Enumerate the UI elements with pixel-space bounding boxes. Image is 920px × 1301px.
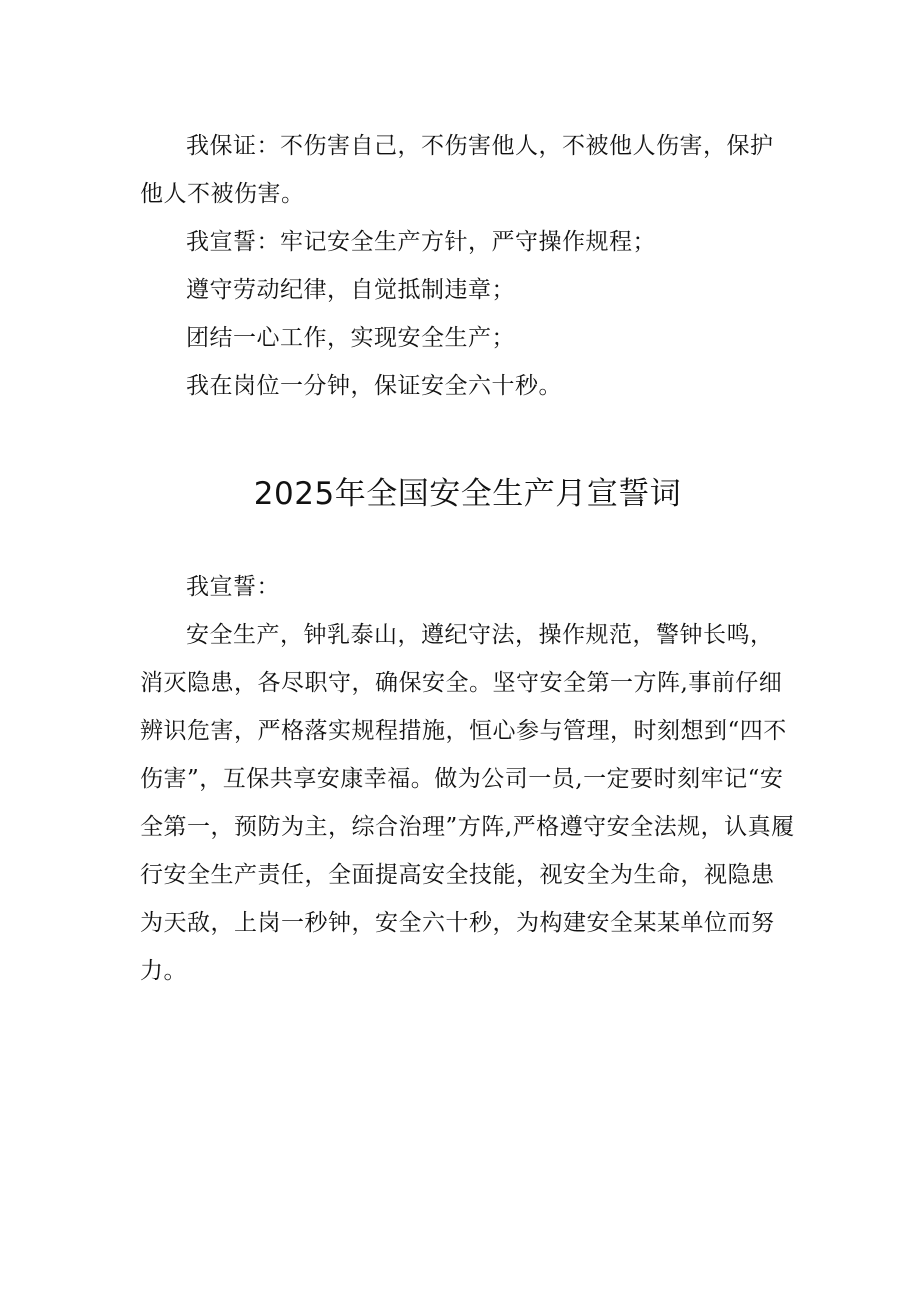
oath-line: 我宣誓：牢记安全生产方针，严守操作规程； (186, 229, 656, 255)
oath-line: 遵守劳动纪律，自觉抵制违章； (186, 277, 515, 303)
oath-line: 团结一心工作，实现安全生产； (186, 325, 515, 351)
pledge-paragraph: 我保证：不伤害自己，不伤害他人，不被他人伤害，保护他人不被伤害。 (140, 133, 774, 207)
oath-line: 我在岗位一分钟，保证安全六十秒。 (186, 373, 562, 399)
oath-opening: 我宣誓： (186, 574, 280, 600)
oath-body-paragraph: 安全生产，钟乳泰山，遵纪守法，操作规范，警钟长鸣，消灭隐患，各尽职守，确保安全。坚守安全第一方阵,事前仔细辨识危害，严格落实规程措施，恒心参与管理，时刻想到“四不伤害”，互保共享安康幸福。做为公司一员,一定要时刻牢记“安全第一，预防为主，综合治理”方阵,严格遵守安全法规，认真履行安全生产责任，全面提高安全技能，视安全为生命，视隐患为天敌，上岗一秒钟，安全六十秒，为构建安全某某单位而努力。 (140, 622, 795, 984)
oath-section (140, 563, 795, 995)
document-title: 2025年全国安全生产月宣誓词 (253, 476, 682, 512)
pledge-section (140, 122, 795, 410)
